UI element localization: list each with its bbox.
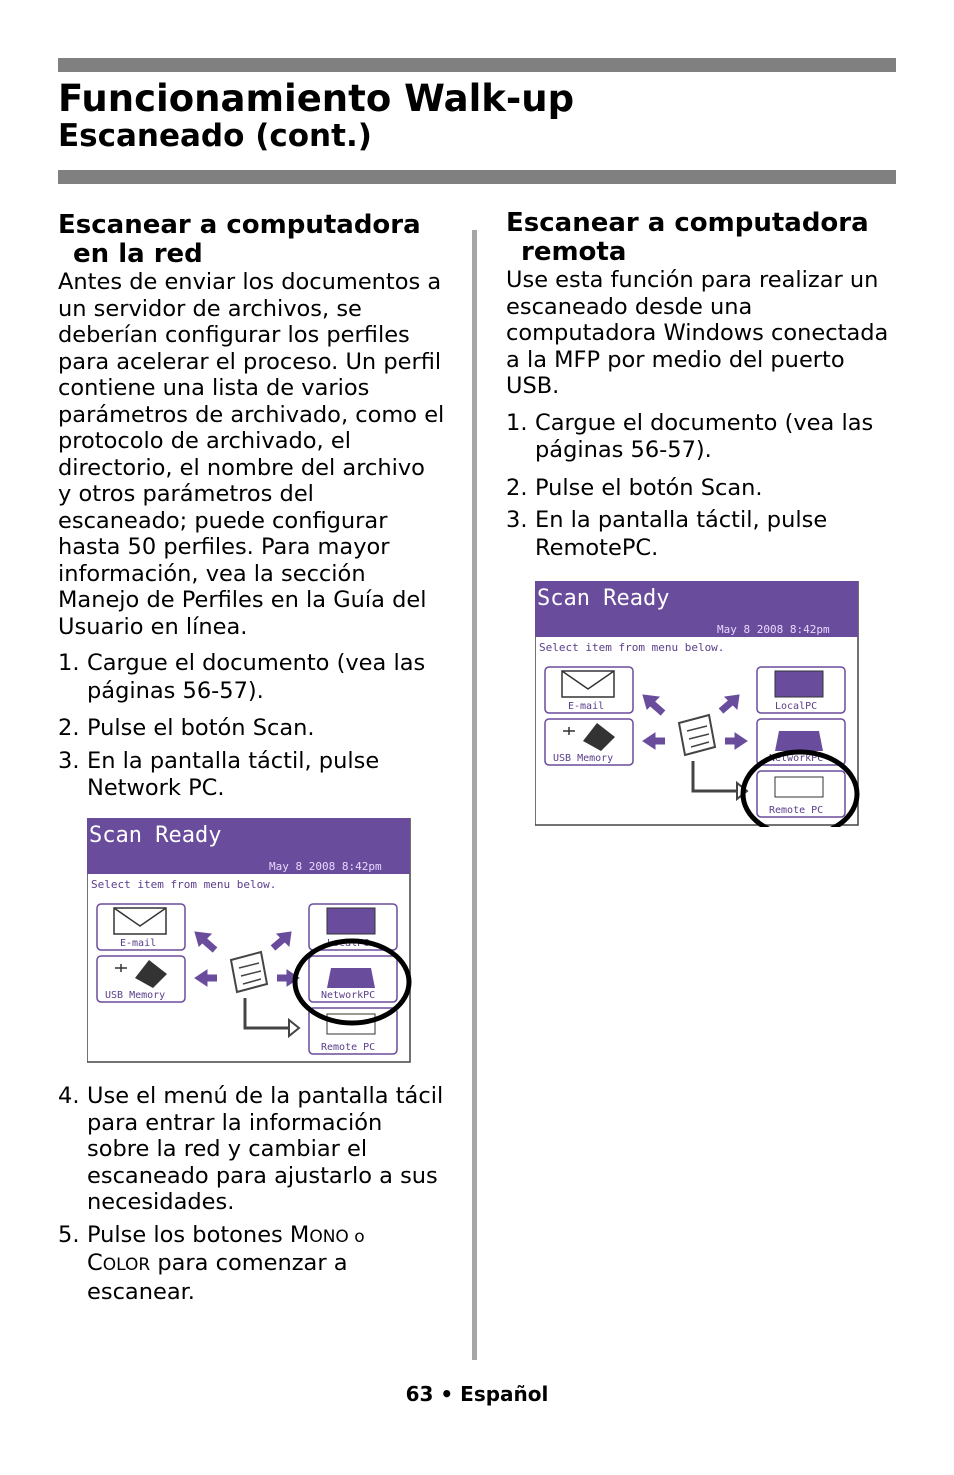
list-item: 1. Cargue el documento (vea las páginas 56-57). [506, 409, 874, 463]
screen-date: May 8 2008 8:42pm [717, 623, 830, 636]
footer-bullet: • [440, 1382, 454, 1406]
envelope-icon [562, 671, 614, 697]
touchscreen-remote [535, 581, 860, 827]
svg-text:USB Memory: USB Memory [105, 990, 166, 1001]
svg-text:E-mail: E-mail [568, 701, 605, 712]
list-item: 5. Pulse los botones MONO o COLOR para comenzar a escanear. [58, 1221, 365, 1305]
list-item: 4. Use el menú de la pantalla tácil para entrar la información sobre la red y cambiar el escaneado para ajustarlo a sus necesidades. [58, 1083, 444, 1215]
heading-line-1: Escanear a computadora [506, 208, 869, 238]
email-button[interactable] [545, 667, 633, 713]
touchscreen-network [87, 818, 412, 1064]
list-item: 2. Pulse el botón Scan. [58, 715, 315, 741]
page-subtitle: Escaneado (cont.) [58, 118, 372, 154]
screen-title: Scan Ready [89, 823, 222, 848]
list-item: 3. En la pantalla táctil, pulse Network PC. [58, 747, 380, 801]
screen-prompt: Select item from menu below. [91, 878, 277, 891]
svg-text:LocalPC: LocalPC [327, 938, 370, 949]
column-divider [472, 230, 477, 1360]
page-title: Funcionamiento Walk-up [58, 77, 575, 120]
steps-list [58, 650, 458, 803]
heading-line-2: remota [521, 237, 627, 267]
list-item: 1. Cargue el documento (vea las páginas 56-57). [58, 650, 426, 704]
screen-prompt: Select item from menu below. [539, 641, 725, 654]
usb-memory-button[interactable] [545, 719, 633, 765]
steps-list-continued [58, 1083, 458, 1305]
pc-icon [327, 908, 375, 934]
steps-list [506, 410, 906, 563]
section-heading-network [58, 211, 458, 269]
folder-icon [327, 968, 375, 988]
page-footer [0, 1382, 954, 1406]
list-item: 2. Pulse el botón Scan. [506, 474, 763, 501]
svg-text:NetworkPC: NetworkPC [321, 990, 376, 1001]
heading-line-1: Escanear a computadora [58, 210, 421, 240]
right-column [506, 209, 906, 562]
page-number: 63 [405, 1382, 434, 1406]
screen-date: May 8 2008 8:42pm [269, 860, 382, 873]
intro-paragraph: Antes de enviar los documentos a un servidor de archivos, se deberían configurar los perfiles para acelerar el proceso. Un perfil contiene una lista de varios parámetros de archivado, como el protocolo de archivado, el directorio, el nombre del archivo y otros parámetros del escaneado; puede configurar hasta 50 perfiles. Para mayor información, vea la sección Manejo de Perfiles en la Guía del Usuario en línea. [58, 269, 445, 640]
svg-text:Remote PC: Remote PC [769, 805, 824, 816]
envelope-icon [114, 908, 166, 934]
list-item: 3. En la pantalla táctil, pulse RemotePC. [506, 507, 828, 561]
email-button[interactable] [97, 904, 185, 950]
svg-text:NetworkPC: NetworkPC [769, 753, 824, 764]
pc-icon [775, 671, 823, 697]
local-pc-button[interactable] [757, 667, 845, 713]
folder-icon [775, 731, 823, 751]
network-pc-button[interactable] [309, 956, 397, 1002]
remote-pc-icon [775, 777, 823, 797]
section-heading-remote [506, 209, 906, 267]
svg-text:Remote PC: Remote PC [321, 1042, 376, 1053]
top-rule [58, 58, 896, 72]
bottom-rule [58, 170, 896, 184]
footer-language: Español [460, 1382, 549, 1406]
screen-title: Scan Ready [537, 586, 670, 611]
left-column-continued [58, 1083, 458, 1305]
left-column [58, 211, 458, 803]
svg-text:USB Memory: USB Memory [553, 753, 614, 764]
remote-pc-button[interactable] [757, 771, 845, 817]
svg-text:LocalPC: LocalPC [775, 701, 818, 712]
heading-line-2: en la red [73, 239, 203, 269]
usb-memory-button[interactable] [97, 956, 185, 1002]
svg-text:E-mail: E-mail [120, 938, 157, 949]
intro-paragraph: Use esta función para realizar un escaneado desde una computadora Windows conectada a la MFP por medio del puerto USB. [506, 267, 889, 399]
